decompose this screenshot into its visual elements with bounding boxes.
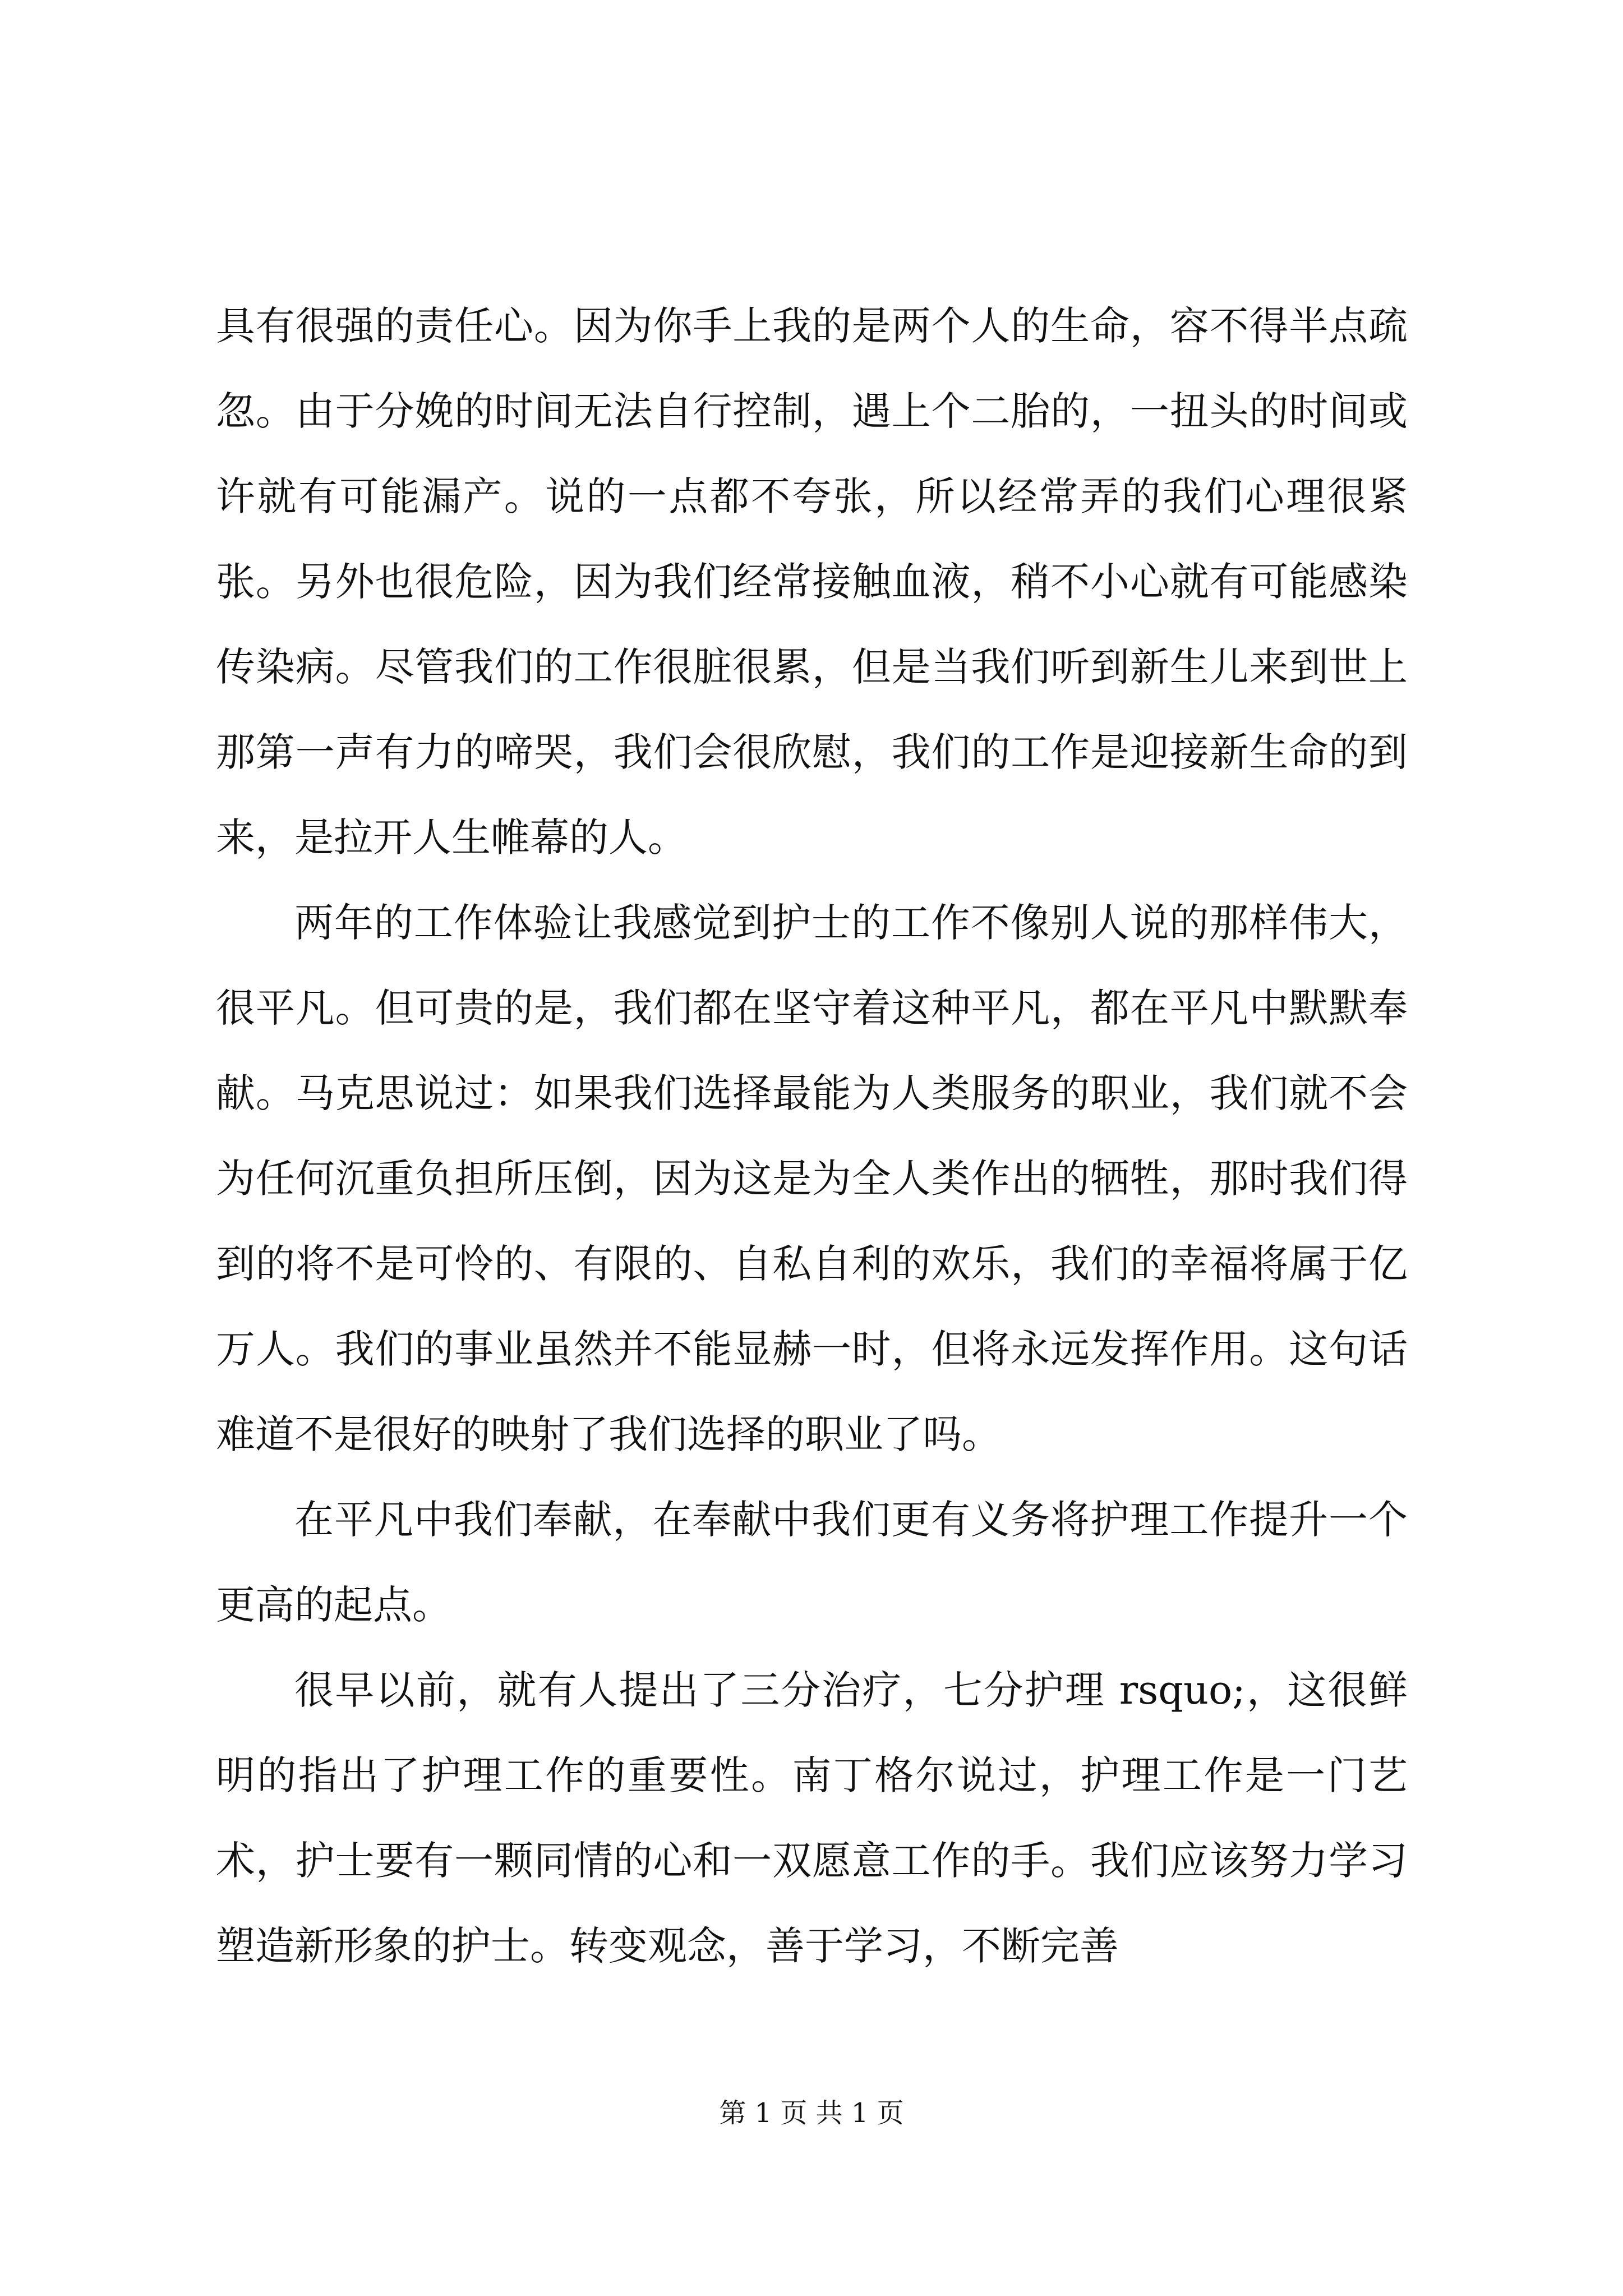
paragraph-2: 两年的工作体验让我感觉到护士的工作不像别人说的那样伟大，很平凡。但可贵的是，我们都在坚守着这种平凡，都在平凡中默默奉献。马克思说过：如果我们选择最能为人类服务的职业，我们就不会为任何沉重负担所压倒，因为这是为全人类作出的牺牲，那时我们得到的将不是可怜的、有限的、自私自利的欢乐，我们的幸福将属于亿万人。我们的事业虽然并不能显赫一时，但将永远发挥作用。这句话难道不是很好的映射了我们选择的职业了吗。 [216,900,1408,1457]
paragraph-1: 具有很强的责任心。因为你手上我的是两个人的生命，容不得半点疏忽。由于分娩的时间无法自行控制，遇上个二胎的，一扭头的时间或许就有可能漏产。说的一点都不夸张，所以经常弄的我们心理很紧张。另外也很危险，因为我们经常接触血液，稍不小心就有可能感染传染病。尽管我们的工作很脏很累，但是当我们听到新生儿来到世上那第一声有力的啼哭，我们会很欣慰，我们的工作是迎接新生命的到来，是拉开人生帷幕的人。 [216,303,1408,861]
page-footer: 第 1 页 共 1 页 [719,2097,904,2129]
paragraph-4: 很早以前，就有人提出了三分治疗，七分护理 rsquo;，这很鲜明的指出了护理工作的重要性。南丁格尔说过，护理工作是一门艺术，护士要有一颗同情的心和一双愿意工作的手。我们应该努力学习塑造新形象的护士。转变观念，善于学习，不断完善 [216,1667,1408,1969]
document-body [216,283,1408,1989]
paragraph-3: 在平凡中我们奉献，在奉献中我们更有义务将护理工作提升一个更高的起点。 [216,1497,1408,1628]
